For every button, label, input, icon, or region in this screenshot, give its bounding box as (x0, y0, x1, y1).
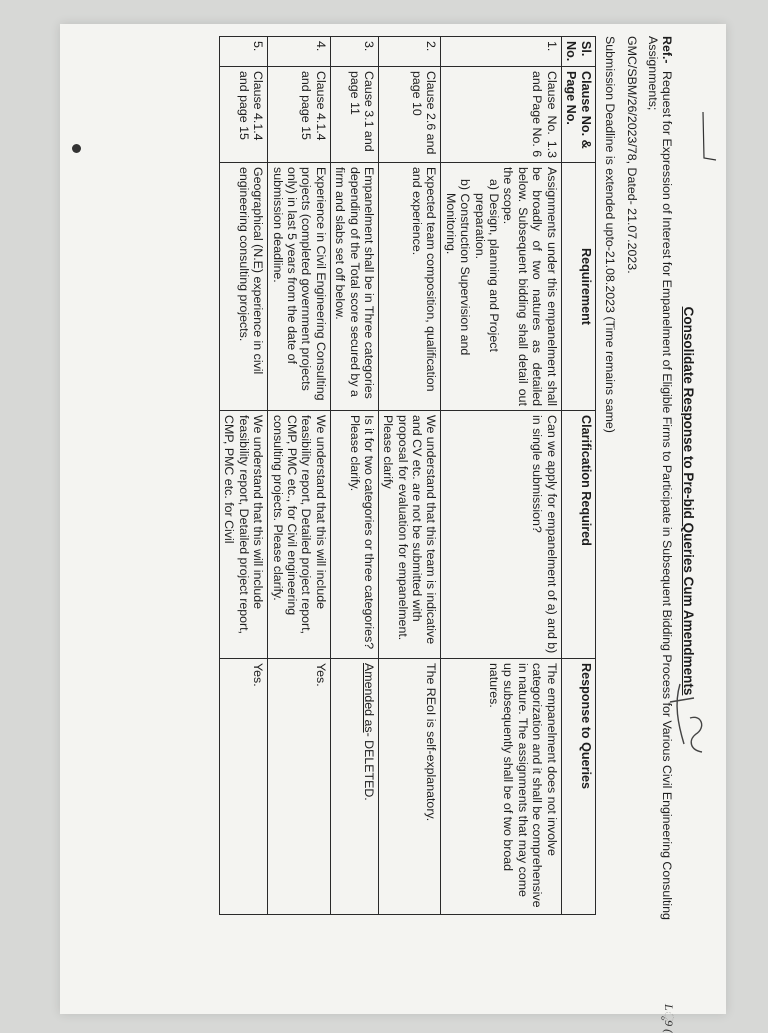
list-item: a) Design, planning and Project preparation. (472, 179, 502, 352)
row-clause: Clause No. 1.3 and Page No. 6 (441, 67, 561, 163)
row-requirement (441, 163, 561, 411)
header-clarification: Clarification Required (561, 411, 595, 659)
rotated-content (36, 36, 696, 966)
header-clause: Clause No. & Page No. (561, 67, 595, 163)
row-clarification: We understand that this will include feasibility report, Detailed project report, CMP, PMC etc. for Civil (220, 411, 268, 659)
response-text: - DELETED. (361, 732, 376, 801)
row-clarification: We understand that this will include feasibility report, Detailed project report, CMP, PMC etc., for Civil engineering consulting projects. Please clarify. (268, 411, 331, 659)
table-header-row (561, 37, 595, 915)
row-sl: 3. (330, 37, 378, 67)
row-response: The REoI is self-explanatory. (378, 659, 441, 915)
row-response: Yes. (268, 659, 331, 915)
row-sl: 2. (378, 37, 441, 67)
requirement-text: Assignments under this empanelment shall be broadly of two natures as detailed below. Subsequent bidding shall detail out the scope. (501, 167, 559, 406)
deadline-note: Submission Deadline is extended upto-21.08.2023 (Time remains same) (603, 36, 618, 433)
table-row (378, 37, 441, 915)
ref-label: Ref.- (660, 36, 675, 64)
table-row (330, 37, 378, 915)
row-clarification: Can we apply for empanelment of a) and b) in single submission? (441, 411, 561, 659)
list-item: b) Construction Supervision and Monitoring. (443, 179, 473, 356)
row-clause: Clause 2.6 and page 10 (378, 67, 441, 163)
ref-number: GMC/SBM/26/2023/78, Dated- 21.07.2023. (624, 36, 639, 274)
row-clause: Cause 3.1 and page 11 (330, 67, 378, 163)
corner-note: Lୃ9 ( (662, 1004, 676, 1033)
ref-text: Request for Expression of Interest for Empanelment of Eligible Firms to Participate in Subsequent Bidding Process for Various Civil Engineering Consulting Assignments; (645, 36, 675, 920)
row-clause: Clause 4.1.4 and page 15 (220, 67, 268, 163)
row-requirement: Geographical (N.E) experience in civil engineering consulting projects. (220, 163, 268, 411)
row-clarification: Is it for two categories or three categories? Please clarify. (330, 411, 378, 659)
row-response (330, 659, 378, 915)
row-response: Yes. (220, 659, 268, 915)
row-requirement: Empanelment shall be in Three categories depending of the Total score secured by a firm and slabs set off below. (330, 163, 378, 411)
requirement-list (443, 167, 501, 406)
reference-block (646, 36, 675, 966)
row-response: The empanelment does not involve categorization and it shall be comprehensive in nature. The assignments that may come up subsequently shall be of two broad natures. (441, 659, 561, 915)
header-response: Response to Queries (561, 659, 595, 915)
row-sl: 4. (268, 37, 331, 67)
queries-table (219, 36, 596, 915)
table-row (220, 37, 268, 915)
row-requirement: Experience in Civil Engineering Consulting projects (completed government projects only) in last 5 years from the date of submission deadline. (268, 163, 331, 411)
row-clarification: We understand that this team is indicative and CV etc. are not be submitted with proposal for evaluation for empanelment. Please clarify (378, 411, 441, 659)
page-title: Consolidate Response to Pre-bid Queries Cum Amendments (681, 306, 696, 696)
header-requirement: Requirement (561, 163, 595, 411)
row-requirement: Expected team composition, qualification and experience. (378, 163, 441, 411)
table-row (441, 37, 561, 915)
row-clause: Clause 4.1.4 and page 15 (268, 67, 331, 163)
table-row (268, 37, 331, 915)
amended-label: Amended as (361, 663, 376, 733)
row-sl: 1. (441, 37, 561, 67)
header-sl: Sl. No. (561, 37, 595, 67)
row-sl: 5. (220, 37, 268, 67)
bracket-mark (700, 110, 720, 162)
